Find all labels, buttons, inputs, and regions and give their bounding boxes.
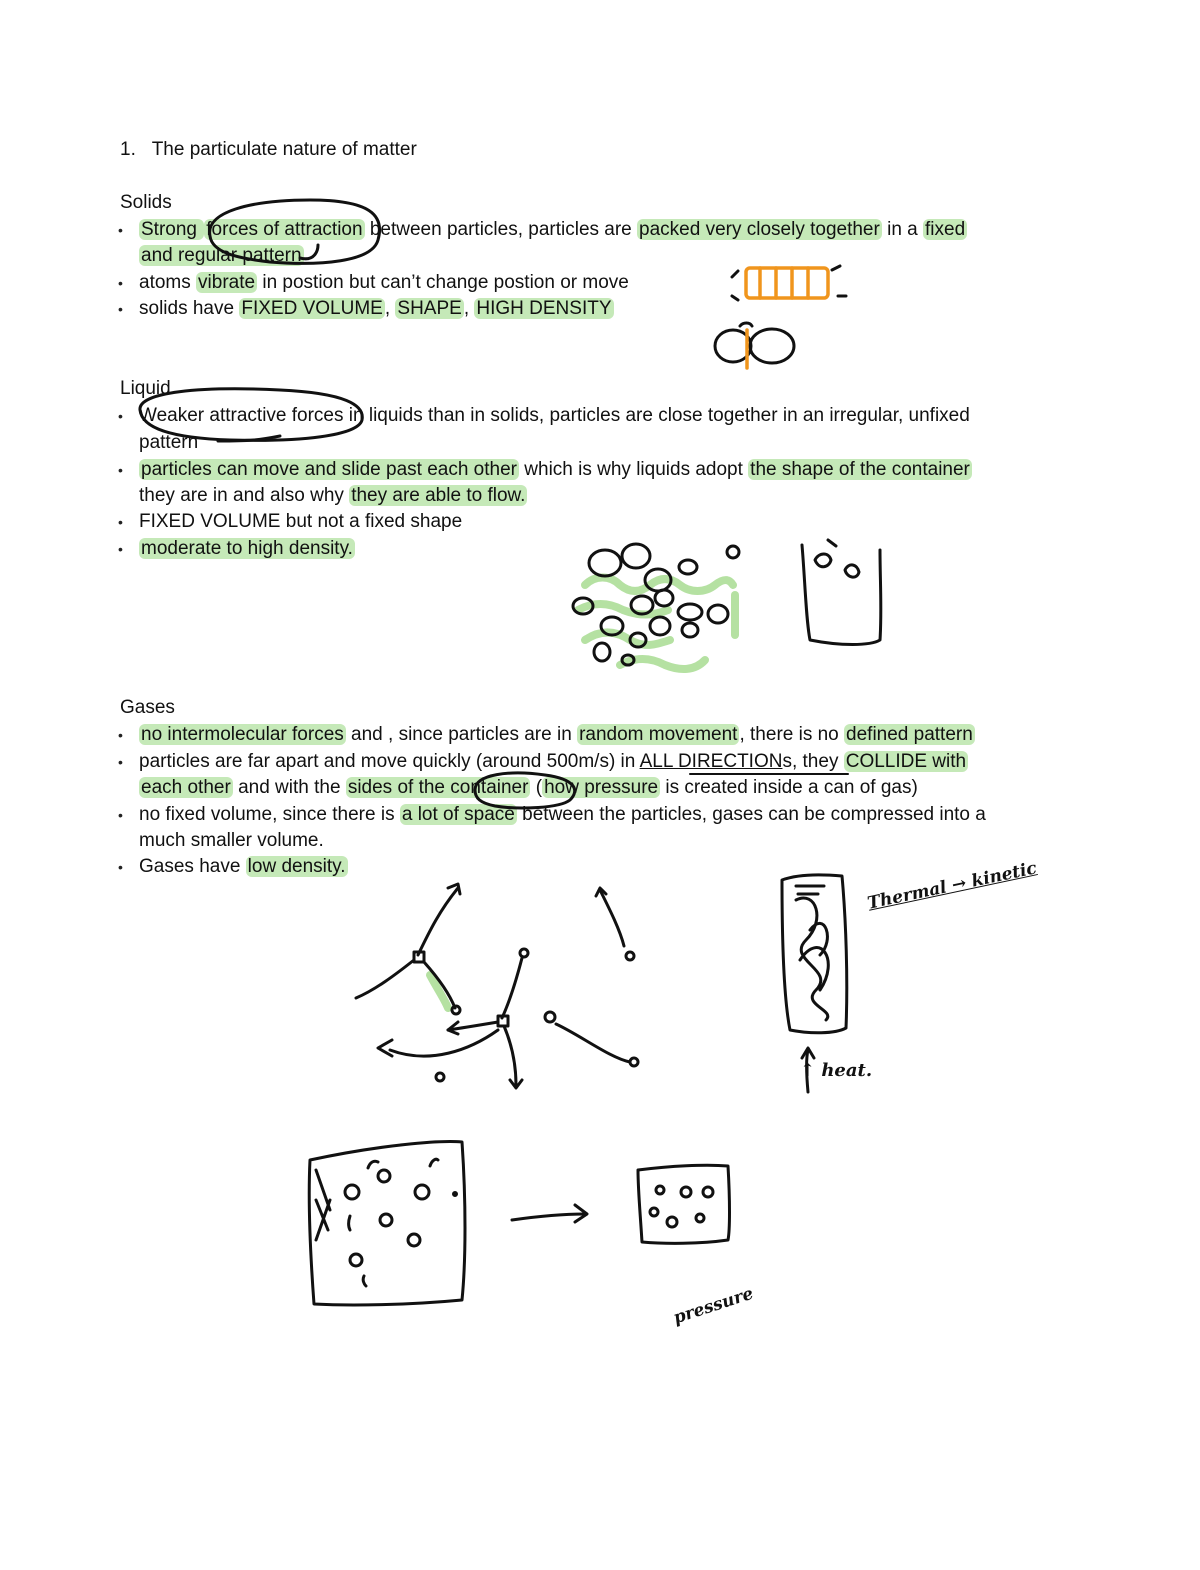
bullet-icon: • — [118, 807, 123, 823]
liquid-particles-sketch — [573, 544, 739, 669]
text: and with the — [232, 777, 346, 798]
liquid-bullet-1-cont: pattern — [139, 432, 199, 453]
text: and , since particles are in — [345, 724, 578, 745]
bullet-icon: • — [118, 541, 123, 557]
highlight: HIGH DENSITY — [476, 298, 612, 319]
annotation-thermal-kinetic: Thermal → kinetic — [865, 858, 1039, 914]
liquid-bullet-1: Weaker attractive forces in liquids than in solids, particles are close together in an irregular, unfixed — [139, 405, 970, 426]
text: FIXED VOLUME — [139, 511, 281, 532]
highlight: each other — [141, 777, 231, 798]
text: particles are far apart and move quickly (around 500m/s) in — [139, 751, 640, 772]
underlined-text: ALL DIRECTION — [639, 751, 783, 772]
bullet-icon: • — [118, 408, 123, 424]
solid-particles-sketch — [715, 266, 846, 368]
section-title — [120, 137, 417, 163]
highlight: particles can move and slide past each other — [141, 459, 517, 480]
gases-bullet-1 — [139, 722, 975, 748]
text: but not a fixed shape — [280, 511, 463, 532]
bullet-icon: • — [118, 462, 123, 478]
text: , — [384, 298, 396, 319]
annotation-heat: ↑ heat. — [800, 1060, 873, 1081]
text: , — [463, 298, 475, 319]
highlight: Strong — [141, 219, 203, 240]
text: no fixed volume, since there is — [139, 804, 400, 825]
highlight: the shape of the container — [750, 459, 970, 480]
bullet-icon: • — [118, 222, 123, 238]
highlight: how pressure — [544, 777, 659, 798]
text: is created inside a can of gas) — [660, 777, 918, 798]
highlight: SHAPE — [397, 298, 462, 319]
text: ( — [530, 777, 543, 798]
solids-bullet-2 — [139, 270, 629, 296]
text: between particles, particles are — [364, 219, 638, 240]
highlight: sides of the container — [347, 777, 529, 798]
annotation-pressure: pressure — [670, 1283, 756, 1329]
solids-bullet-1-cont — [139, 243, 304, 269]
bullet-icon: • — [118, 514, 123, 530]
liquid-bullet-4 — [139, 536, 355, 562]
text: between the particles, gases can be compressed into a — [516, 804, 986, 825]
highlight: fixed — [925, 219, 966, 240]
text: Gases have — [139, 856, 246, 877]
text: atoms — [139, 272, 197, 293]
highlight: low density. — [247, 856, 346, 877]
text: , there is no — [739, 724, 845, 745]
text: they are in and also why — [139, 485, 350, 506]
liquid-bullet-3 — [139, 509, 462, 535]
gases-bullet-2-cont — [139, 775, 918, 801]
text: in a — [881, 219, 924, 240]
liquid-bullet-2-cont — [139, 483, 527, 509]
highlight: defined pattern — [846, 724, 973, 745]
solids-bullet-3 — [139, 296, 614, 322]
bullet-icon: • — [118, 275, 123, 291]
liquid-bullet-2 — [139, 457, 972, 483]
bullet-icon: • — [118, 301, 123, 317]
gases-bullet-4 — [139, 854, 348, 880]
text: solids have — [139, 298, 240, 319]
liquid-heading: Liquid — [120, 378, 171, 399]
gases-bullet-3 — [139, 802, 986, 828]
gas-movement-sketch — [356, 884, 638, 1088]
highlight: no intermolecular forces — [141, 724, 344, 745]
solids-bullet-1 — [139, 217, 967, 243]
bullet-icon: • — [118, 859, 123, 875]
bullet-icon: • — [118, 727, 123, 743]
beaker-sketch — [802, 540, 881, 645]
highlight: a lot of space — [401, 804, 515, 825]
gases-bullet-2 — [139, 749, 968, 775]
highlight: forces of attraction — [206, 219, 363, 240]
highlight: moderate to high density. — [141, 538, 353, 559]
text: s, they — [782, 751, 844, 772]
text: which is why liquids adopt — [519, 459, 749, 480]
highlight: and regular pattern — [141, 245, 302, 266]
gases-heading: Gases — [120, 697, 175, 718]
gases-bullet-3-cont: much smaller volume. — [139, 830, 324, 851]
bullet-icon: • — [118, 754, 123, 770]
solids-heading: Solids — [120, 192, 172, 213]
compression-sketch — [309, 1142, 729, 1305]
highlight: FIXED VOLUME — [241, 298, 383, 319]
highlight: packed very closely together — [639, 219, 880, 240]
highlight: vibrate — [198, 272, 256, 293]
section-title-text: The particulate nature of matter — [151, 139, 417, 160]
section-number: 1. — [120, 139, 136, 160]
highlight: COLLIDE with — [845, 751, 967, 772]
text: in postion but can’t change postion or move — [257, 272, 629, 293]
highlight: random movement — [579, 724, 738, 745]
highlight: they are able to flow. — [351, 485, 526, 506]
